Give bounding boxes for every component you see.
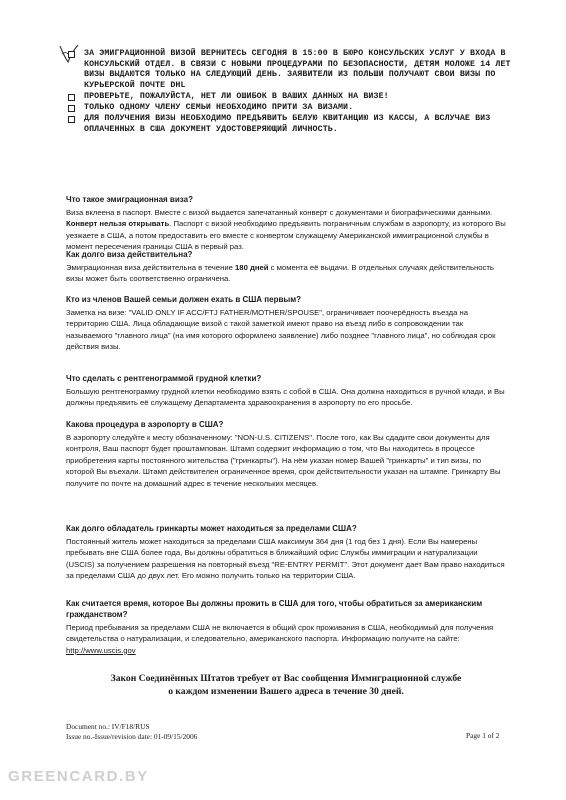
faq-answer (66, 622, 506, 656)
answer-emphasis: 180 дней (235, 263, 269, 272)
answer-text: Виза вклеена в паспорт. Вместе с визой выдается запечатанный конверт с документами и биографическими данными. (66, 208, 493, 217)
document-number: Document no.: IV/F18/RUS (66, 722, 150, 731)
checkbox-bullet-icon (68, 105, 75, 112)
faq-section (66, 598, 506, 656)
notice-item (66, 49, 521, 91)
faq-question: Кто из членов Вашей семьи должен ехать в США первым? (66, 295, 302, 304)
answer-text: с момента её выдачи. В отдельных случаях действительность визы может быть соответственно ограничена. (66, 263, 494, 284)
faq-answer (66, 262, 506, 285)
faq-section (66, 194, 506, 253)
notices-list (66, 49, 521, 136)
notice-text: ЗА ЭМИГРАЦИОННОЙ ВИЗОЙ ВЕРНИТЕСЬ СЕГОДНЯ В 15:00 В БЮРО КОНСУЛЬСКИХ УСЛУГ У ВХОДА В КОНСУЛЬСКИЙ ОТДЕЛ. В СВЯЗИ С НОВЫМИ ПРОЦЕДУРАМИ ПО БЕЗОПАСНОСТИ, ДЕТЯМ МОЛОЖЕ 14 ЛЕТ ВИЗЫ ВЫДАЮТСЯ ТОЛЬКО НА СЛЕДУЮЩИЙ ДЕНЬ. ЗАЯВИТЕЛИ ИЗ ПОЛЬШИ ПОЛУЧАЮТ СВОИ ВИЗЫ ПО КУРЬЕРСКОЙ ПОЧТЕ DHL (84, 49, 511, 90)
faq-question: Как долго обладатель гринкарты может находиться за пределами США? (66, 524, 357, 533)
answer-text: . Паспорт с визой необходимо предъявить пограничным службам в аэропорту, из которого Вы уезжаете в США, а потом предоставить его вместе с конвертом служащему Американской иммиграционной службы в момент пересечения границы США в первый раз. (66, 219, 506, 252)
notice-text: ПРОВЕРЬТЕ, ПОЖАЛУЙСТА, НЕТ ЛИ ОШИБОК В ВАШИХ ДАННЫХ НА ВИЗЕ! (84, 91, 389, 101)
faq-question: Как долго виза действительна? (66, 250, 193, 259)
checkbox-bullet-icon (68, 94, 75, 101)
law-notice-line: Закон Соединённых Штатов требует от Вас сообщения Иммиграционной службе (110, 673, 462, 684)
notice-item (66, 114, 521, 135)
faq-section (66, 373, 506, 409)
page-number: Page 1 of 2 (466, 731, 500, 740)
notice-item (66, 103, 521, 114)
faq-answer: В аэропорту следуйте к месту обозначенному: "NON-U.S. CITIZENS". После того, как Вы сдадите свои документы для контроля, Ваш паспорт будет проштампован. Штамп содержит информацию о том, что Вы находитесь в процессе приобретения карты постоянного жительства ("гринкарты"). На нём указан номер Вашей "гринкарты" и тип визы, по которой Вы въехали. Штамп действителен ограниченное время, срок действительности указан на штампе. Гринкарту Вы получите по почте на домашний адрес в течение нескольких месяцев. (66, 433, 501, 488)
faq-section (66, 249, 506, 285)
faq-answer: Заметка на визе: "VALID ONLY IF ACC/FTJ FATHER/MOTHER/SPOUSE", ограничивает поочерёдность въезда на территорию США. Лица обладающие визой с такой заметкой имеют право на въезд либо в сопровождении так называемого "главного лица" (на имя которого оформлено заявление) либо позднее "главного лица", но соблюдая срок действия визы. (66, 308, 496, 352)
faq-answer: Большую рентгенограмму грудной клетки необходимо взять с собой в США. Она должна находиться в ручной клади, и Вы должны предъявить её служащему Департамента здравоохранения в аэропорту по его просьбе. (66, 387, 505, 408)
checkbox-bullet-icon (68, 116, 75, 123)
watermark: GREENCARD.BY (8, 768, 149, 785)
answer-text: Эмиграционная виза действительна в течение (66, 263, 236, 272)
document-footer (66, 722, 197, 742)
law-notice-line: о каждом изменении Вашего адреса в течение 30 дней. (168, 686, 404, 697)
faq-section (66, 419, 506, 489)
faq-answer: Постоянный житель может находиться за пределами США максимум 364 дня (1 год без 1 дня). Если Вы намерены пребывать вне США более года, Вы должны обратиться в ближайший офис Службы иммиграции и натурализации (USCIS) за получением разрешения на повторный въезд "RE-ENTRY PERMIT". Этот документ дает Вам право находиться за пределами США до двух лет. Его можно получить только на территории США. (66, 537, 505, 581)
law-notice (66, 672, 506, 698)
notice-item (66, 92, 521, 103)
faq-question: Что такое эмиграционная виза? (66, 195, 193, 204)
faq-question: Как считается время, которое Вы должны прожить в США для того, чтобы обратиться за американским гражданством? (66, 599, 483, 619)
faq-answer (66, 207, 506, 253)
faq-section (66, 294, 506, 353)
answer-text: Период пребывания за пределами США не включается в общий срок проживания в США, необходимый для получения свидетельства о натурализации, и следовательно, американского паспорта. Информацию получите на сайте: (66, 623, 494, 644)
answer-emphasis: Конверт нельзя открывать (66, 219, 170, 229)
faq-question: Какова процедура в аэропорту в США? (66, 420, 224, 429)
issue-date: Issue no.-Issue/revision date: 01-09/15/2006 (66, 732, 198, 741)
notice-text: ДЛЯ ПОЛУЧЕНИЯ ВИЗЫ НЕОБХОДИМО ПРЕДЪЯВИТЬ БЕЛУЮ КВИТАНЦИЮ ИЗ КАССЫ, А ВСЛУЧАЕ ВИЗ ОПЛАЧЕННЫХ В США ДОКУМЕНТ УДОСТОВЕРЯЮЩИЙ ЛИЧНОСТЬ. (84, 114, 491, 134)
uscis-link[interactable]: http://www.uscis.gov (66, 645, 136, 655)
faq-question: Что сделать с рентгенограммой грудной клетки? (66, 374, 262, 383)
faq-section (66, 523, 506, 582)
notice-text: ТОЛЬКО ОДНОМУ ЧЛЕНУ СЕМЬИ НЕОБХОДИМО ПРИТИ ЗА ВИЗАМИ. (84, 102, 354, 112)
checkbox-bullet-icon (68, 51, 75, 58)
